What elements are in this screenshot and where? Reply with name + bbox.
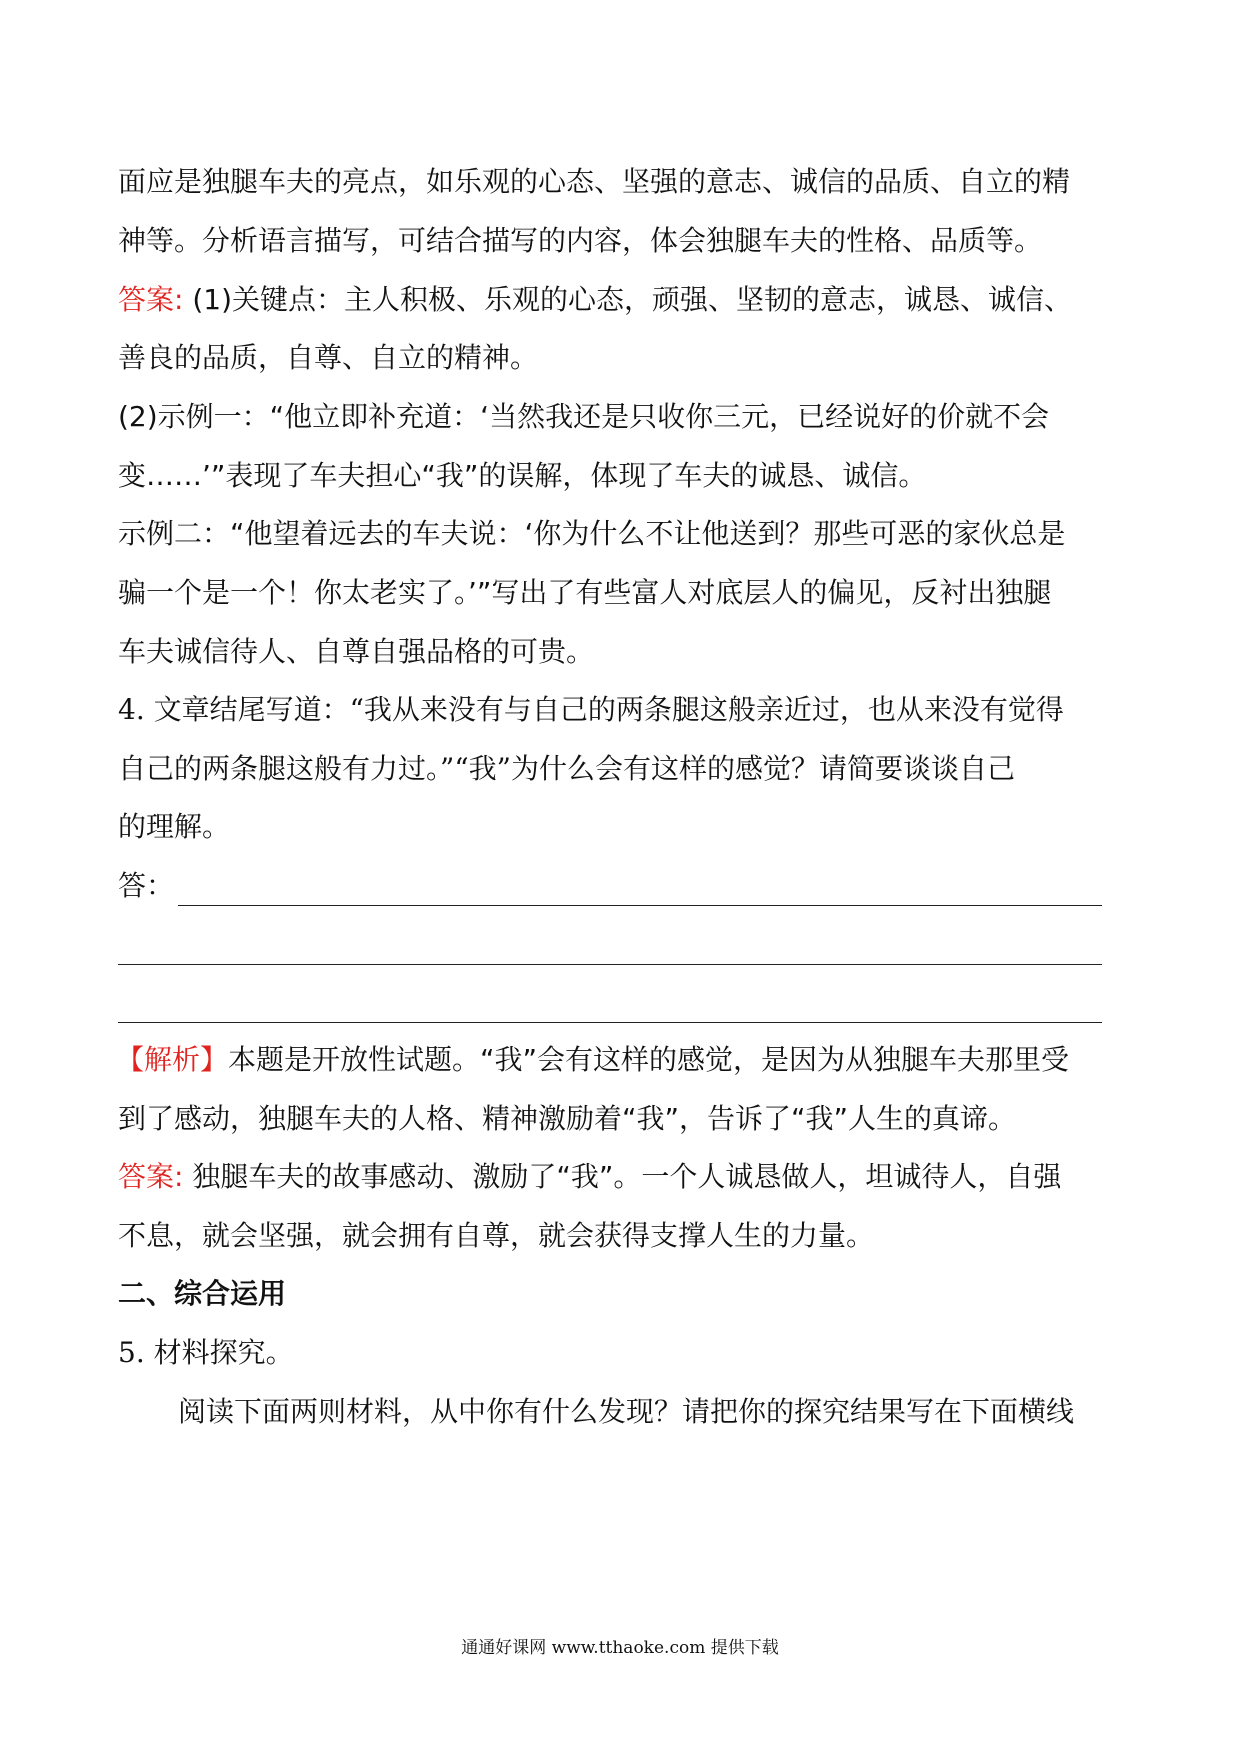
answer-blank-2[interactable] — [118, 964, 1102, 965]
answer2-line-2: 不息，就会坚强，就会拥有自尊，就会获得支撑人生的力量。 — [118, 1219, 875, 1252]
question-4-line-3: 的理解。 — [118, 810, 231, 843]
text-line-1: 面应是独腿车夫的亮点，如乐观的心态、坚强的意志、诚信的品质、自立的精 — [118, 165, 1071, 198]
analysis-line-2: 到了感动，独腿车夫的人格、精神激励着“我”，告诉了“我”人生的真谛。 — [118, 1102, 1017, 1135]
question-4-line-1: 4. 文章结尾写道：“我从来没有与自己的两条腿这般亲近过，也从来没有觉得 — [118, 693, 1064, 726]
text-line-8: 骗一个是一个！你太老实了。’”写出了有些富人对底层人的偏见，反衬出独腿 — [118, 576, 1052, 609]
answer-line-1 — [118, 280, 1072, 320]
answer2-line-1 — [118, 1157, 1061, 1197]
text-line-9: 车夫诚信待人、自尊自强品格的可贵。 — [118, 635, 595, 668]
answer2-label: 答案: — [118, 1160, 184, 1193]
analysis-label: 【解析】 — [116, 1043, 229, 1076]
text-line-7: 示例二：“他望着远去的车夫说：‘你为什么不让他送到？那些可恶的家伙总是 — [118, 517, 1066, 550]
answer-blank-1[interactable] — [178, 905, 1102, 906]
text-line-5: (2)示例一：“他立即补充道：‘当然我还是只收你三元，已经说好的价就不会 — [118, 400, 1050, 433]
answer-prompt: 答： — [118, 869, 175, 902]
answer-label: 答案: — [118, 283, 184, 316]
question-5-text: 阅读下面两则材料，从中你有什么发现？请把你的探究结果写在下面横线 — [178, 1395, 1075, 1428]
section-heading: 二、综合运用 — [118, 1277, 287, 1310]
question-4-line-2: 自己的两条腿这般有力过。”“我”为什么会有这样的感觉？请简要谈谈自己 — [118, 752, 1015, 785]
question-5-title: 5. 材料探究。 — [118, 1336, 294, 1369]
page-footer: 通通好课网 www.tthaoke.com 提供下载 — [461, 1638, 779, 1658]
text-line-2: 神等。分析语言描写，可结合描写的内容，体会独腿车夫的性格、品质等。 — [118, 224, 1043, 257]
text-line-6: 变……’”表现了车夫担心“我”的误解，体现了车夫的诚恳、诚信。 — [118, 459, 927, 492]
text-line-4: 善良的品质，自尊、自立的精神。 — [118, 341, 539, 374]
analysis-text: 本题是开放性试题。“我”会有这样的感觉，是因为从独腿车夫那里受 — [228, 1043, 1070, 1076]
answer-text: (1)关键点：主人积极、乐观的心态，顽强、坚韧的意志，诚恳、诚信、 — [183, 283, 1073, 316]
answer-blank-3[interactable] — [118, 1022, 1102, 1023]
analysis-line-1 — [116, 1040, 1069, 1080]
answer2-text: 独腿车夫的故事感动、激励了“我”。一个人诚恳做人，坦诚待人，自强 — [183, 1160, 1062, 1193]
